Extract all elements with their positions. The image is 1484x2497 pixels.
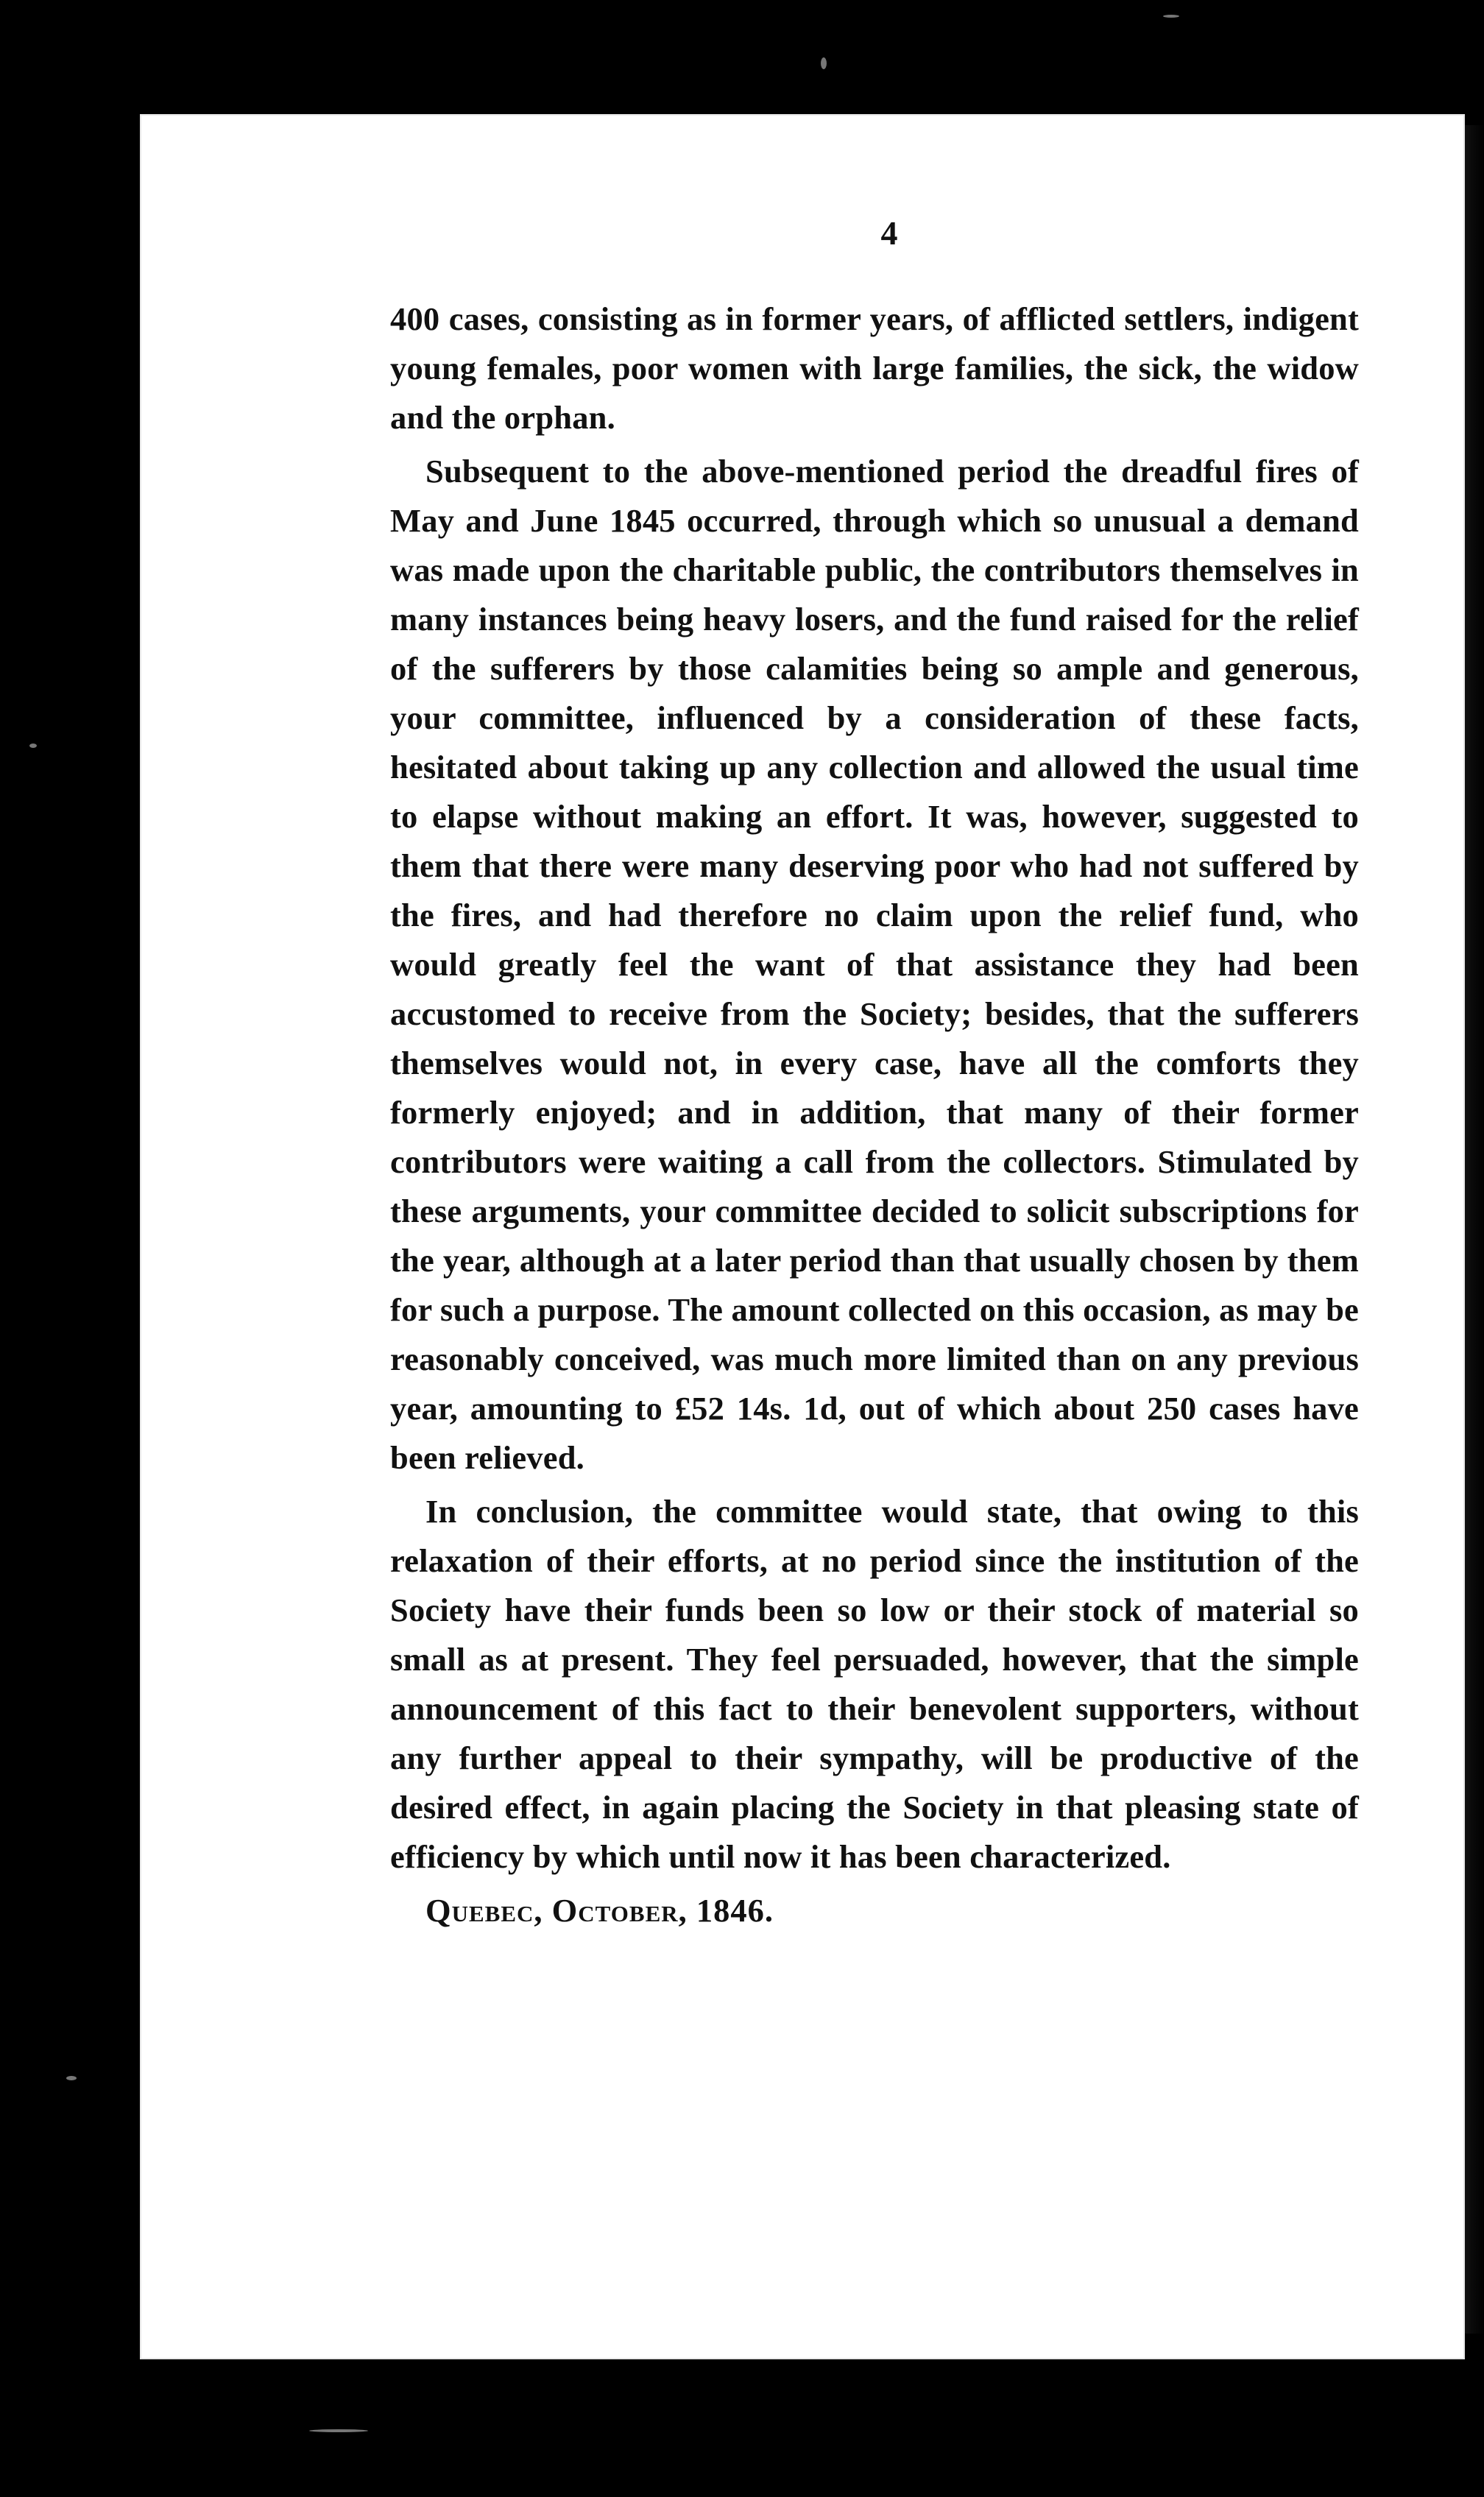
paragraph-1: 400 cases, consisting as in former years, of afflicted settlers, indigent young females, poor women with large families, the sick, the widow and the orphan. [390, 300, 1359, 436]
scan-speck [821, 57, 827, 69]
paragraph-3: In conclusion, the committee would state, that owing to this relaxation of their efforts, at no period since the institution of the Society have their funds been so low or their stock of material so small as at present. They feel persuaded, however, that the simple announcement of this fact to their benevolent supporters, without any further appeal to their sympathy, will be productive of the desired effect, in again placing the Society in that pleasing state of efficiency by which until now it has been characterized. [390, 1493, 1359, 1875]
scan-speck [66, 2076, 77, 2080]
place-date-signoff: Quebec, October, 1846. [425, 1892, 774, 1929]
scan-speck [29, 744, 37, 748]
page-number: 4 [880, 214, 898, 252]
scan-speck [1163, 15, 1179, 18]
page-text-block [390, 213, 1359, 1935]
scan-speck [309, 2429, 368, 2432]
paragraph-2: Subsequent to the above-mentioned period the dreadful fires of May and June 1845 occurred, through which so unusual a demand was made upon the charitable public, the contributors themselves in many instances being heavy losers, and the fund raised for the relief of the sufferers by those calamities being so ample and generous, your committee, influenced by a consideration of these facts, hesitated about taking up any collection and allowed the usual time to elapse without making an effort. It was, however, suggested to them that there were many deserving poor who had not suffered by the fires, and had therefore no claim upon the relief fund, who would greatly feel the want of that assistance they had been accustomed to receive from the Society; besides, that the sufferers themselves would not, in every case, have all the comforts they formerly enjoyed; and in addition, that many of their former contributors were waiting a call from the collectors. Stimulated by these arguments, your committee decided to solicit subscriptions for the year, although at a later period than that usually chosen by them for such a purpose. The amount collected on this occasion, as may be reasonably conceived, was much more limited than on any previous year, amounting to £52 14s. 1d, out of which about 250 cases have been relieved. [390, 453, 1359, 1476]
